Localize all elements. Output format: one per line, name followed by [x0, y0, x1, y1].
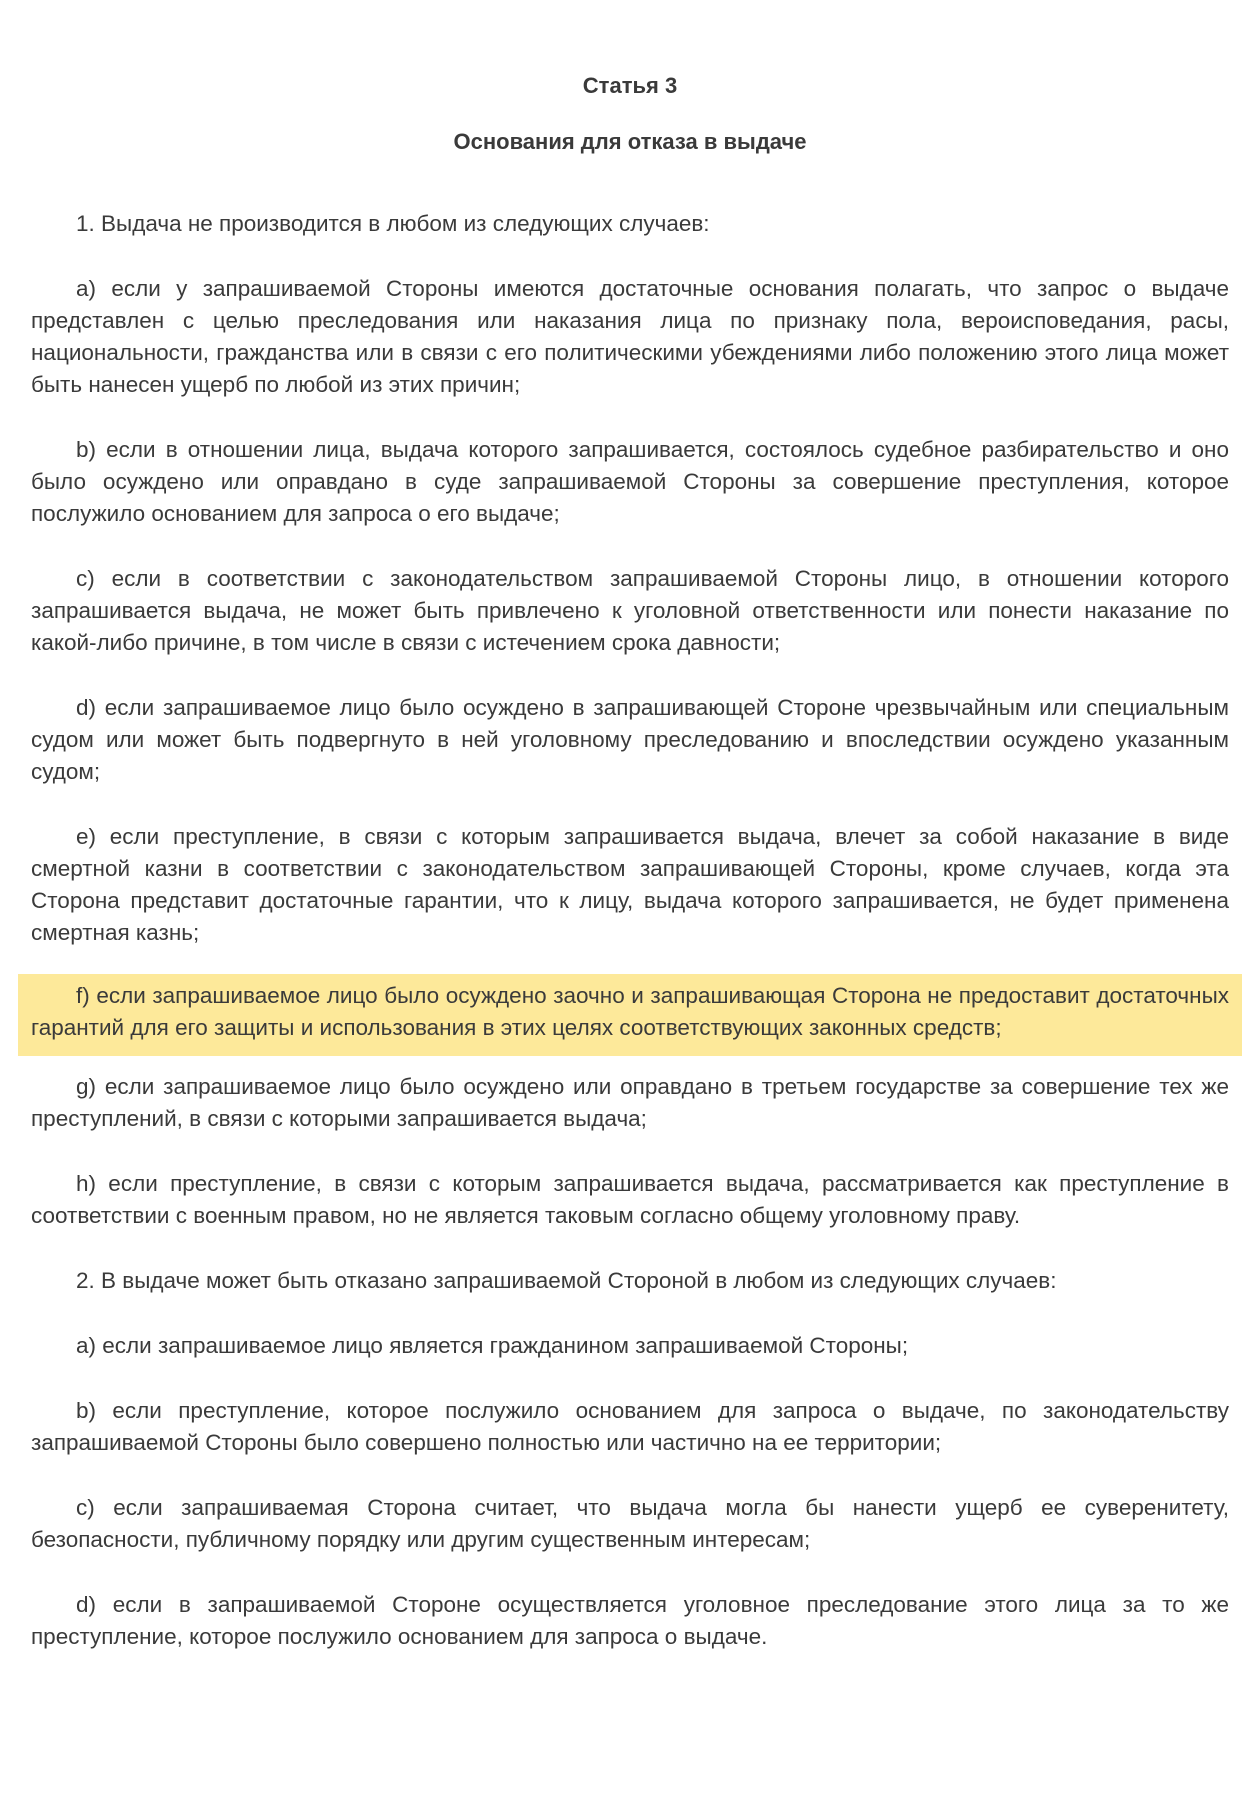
paragraph-1b: b) если в отношении лица, выдача которого запрашивается, состоялось судебное разбирательство и оно было осуждено или оправдано в суде запрашиваемой Стороны за совершение преступления, которое послужило основанием для запроса о его выдаче; — [31, 437, 1229, 526]
paragraph-1e: e) если преступление, в связи с которым запрашивается выдача, влечет за собой наказание в виде смертной казни в соответствии с законодательством запрашивающей Стороны, кроме случаев, когда эта Сторона представит достаточные гарантии, что к лицу, выдача которого запрашивается, не будет применена смертная казнь; — [31, 824, 1229, 945]
paragraph-1g: g) если запрашиваемое лицо было осуждено или оправдано в третьем государстве за совершение тех же преступлений, в связи с которыми запрашивается выдача; — [31, 1074, 1229, 1131]
article-title: Основания для отказа в выдаче — [453, 129, 807, 154]
paragraph-2b: b) если преступление, которое послужило основанием для запроса о выдаче, по законодательству запрашиваемой Стороны было совершено полностью или частично на ее территории; — [31, 1398, 1229, 1455]
paragraph-1d: d) если запрашиваемое лицо было осуждено в запрашивающей Стороне чрезвычайным или специальным судом или может быть подвергнуто в ней уголовному преследованию и впоследствии осуждено указанным судом; — [31, 695, 1229, 784]
paragraph-1a: a) если у запрашиваемой Стороны имеются достаточные основания полагать, что запрос о выдаче представлен с целью преследования или наказания лица по признаку пола, вероисповедания, расы, национальности, гражданства или в связи с его политическими убеждениями либо положению этого лица может быть нанесен ущерб по любой из этих причин; — [31, 276, 1229, 397]
article-number: Статья 3 — [582, 73, 678, 98]
paragraph-2: 2. В выдаче может быть отказано запрашиваемой Стороной в любом из следующих случаев: — [76, 1268, 1057, 1293]
paragraph-2d: d) если в запрашиваемой Стороне осуществляется уголовное преследование этого лица за то же преступление, которое послужило основанием для запроса о выдаче. — [31, 1592, 1229, 1649]
paragraph-2a: a) если запрашиваемое лицо является гражданином запрашиваемой Стороны; — [76, 1333, 909, 1358]
paragraph-1c: c) если в соответствии с законодательством запрашиваемой Стороны лицо, в отношении которого запрашивается выдача, не может быть привлечено к уголовной ответственности или понести наказание по какой-либо причине, в том числе в связи с истечением срока давности; — [31, 566, 1229, 655]
paragraph-1h: h) если преступление, в связи с которым запрашивается выдача, рассматривается как преступление в соответствии с военным правом, но не является таковым согласно общему уголовному праву. — [31, 1171, 1229, 1228]
highlighted-paragraph-1f: f) если запрашиваемое лицо было осуждено заочно и запрашивающая Сторона не предоставит достаточных гарантий для его защиты и использования в этих целях соответствующих законных средств; — [18, 974, 1242, 1056]
paragraph-1: 1. Выдача не производится в любом из следующих случаев: — [76, 211, 710, 236]
paragraph-2c: c) если запрашиваемая Сторона считает, что выдача могла бы нанести ущерб ее суверенитету, безопасности, публичному порядку или другим существенным интересам; — [31, 1495, 1229, 1552]
